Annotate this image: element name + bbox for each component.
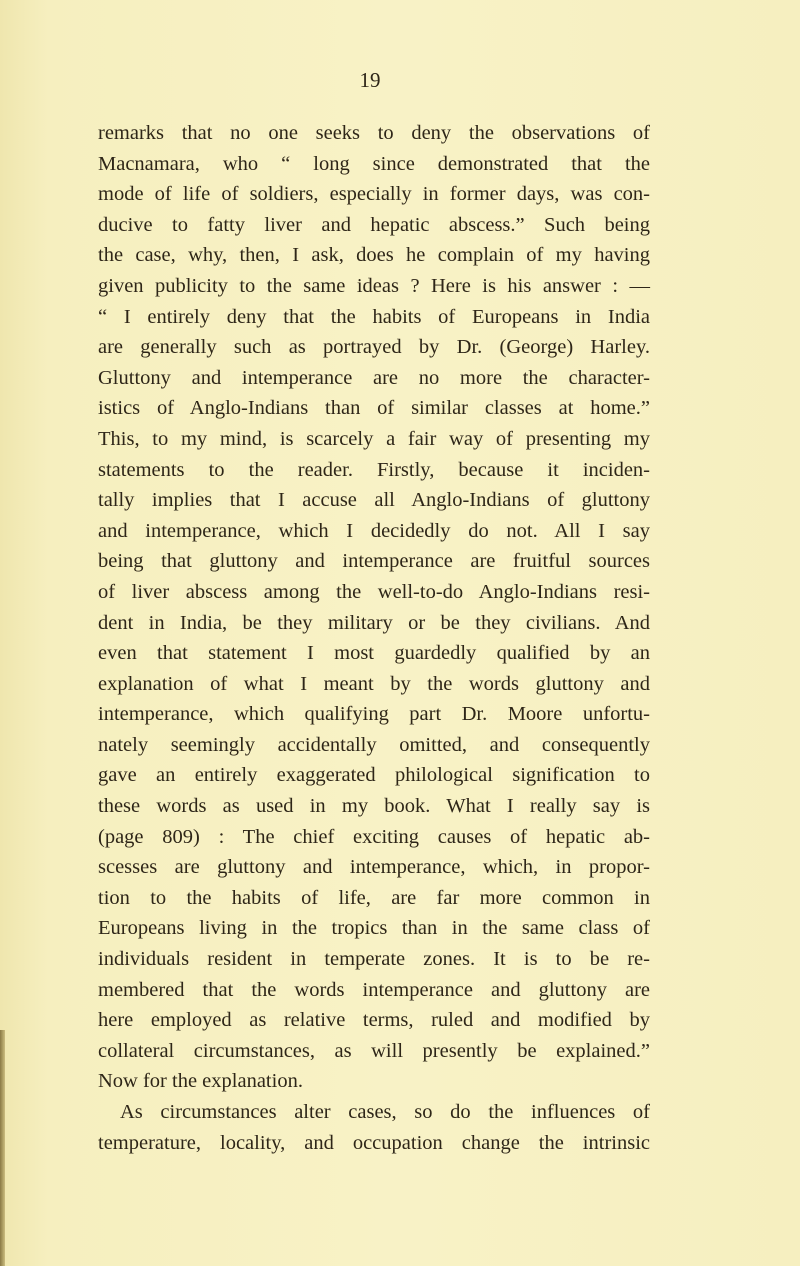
book-spine-edge: [0, 1030, 5, 1266]
text-line: Now for the explanation.: [98, 1070, 303, 1093]
text-line: statements to the reader. Firstly, because it inciden-: [98, 458, 650, 481]
text-line: explanation of what I meant by the words gluttony and: [98, 672, 650, 695]
text-line: Europeans living in the tropics than in the same class of: [98, 917, 650, 940]
text-line: mode of life of soldiers, especially in former days, was con-: [98, 183, 650, 206]
text-line: membered that the words intemperance and gluttony are: [98, 978, 650, 1001]
text-line: the case, why, then, I ask, does he complain of my having: [98, 244, 650, 267]
text-line: temperature, locality, and occupation change the intrinsic: [98, 1131, 650, 1154]
text-line: individuals resident in temperate zones. It is to be re-: [98, 948, 650, 971]
text-line: scesses are gluttony and intemperance, which, in propor-: [98, 856, 650, 879]
text-line: Macnamara, who “ long since demonstrated that the: [98, 152, 650, 175]
text-line: are generally such as portrayed by Dr. (George) Harley.: [98, 336, 650, 359]
text-line: remarks that no one seeks to deny the observations of: [98, 122, 650, 144]
text-line: istics of Anglo-Indians than of similar classes at home.”: [98, 397, 650, 420]
text-line: dent in India, be they military or be they civilians. And: [98, 611, 650, 634]
text-line: “ I entirely deny that the habits of Europeans in India: [98, 305, 650, 328]
body-text: [98, 118, 650, 1158]
text-line: these words as used in my book. What I really say is: [98, 795, 650, 818]
text-line: and intemperance, which I decidedly do not. All I say: [98, 519, 650, 542]
text-line: As circumstances alter cases, so do the influences of: [120, 1101, 650, 1123]
text-line: here employed as relative terms, ruled and modified by: [98, 1009, 650, 1032]
text-line: even that statement I most guardedly qualified by an: [98, 642, 650, 665]
text-line: tally implies that I accuse all Anglo-Indians of gluttony: [98, 489, 650, 512]
text-line: being that gluttony and intemperance are fruitful sources: [98, 550, 650, 573]
text-line: nately seemingly accidentally omitted, and consequently: [98, 733, 650, 756]
text-line: tion to the habits of life, are far more common in: [98, 886, 650, 909]
text-line: This, to my mind, is scarcely a fair way of presenting my: [98, 427, 650, 450]
text-line: Gluttony and intemperance are no more the character-: [98, 366, 650, 389]
text-line: gave an entirely exaggerated philological signification to: [98, 764, 650, 787]
text-line: intemperance, which qualifying part Dr. Moore unfortu-: [98, 703, 650, 726]
text-line: of liver abscess among the well-to-do Anglo-Indians resi-: [98, 580, 650, 603]
text-line: given publicity to the same ideas ? Here is his answer : —: [98, 274, 650, 297]
text-line: ducive to fatty liver and hepatic abscess.” Such being: [98, 213, 650, 236]
text-line: collateral circumstances, as will presently be explained.”: [98, 1039, 650, 1062]
page-number: 19: [359, 68, 381, 92]
text-line: (page 809) : The chief exciting causes of hepatic ab-: [98, 825, 650, 848]
